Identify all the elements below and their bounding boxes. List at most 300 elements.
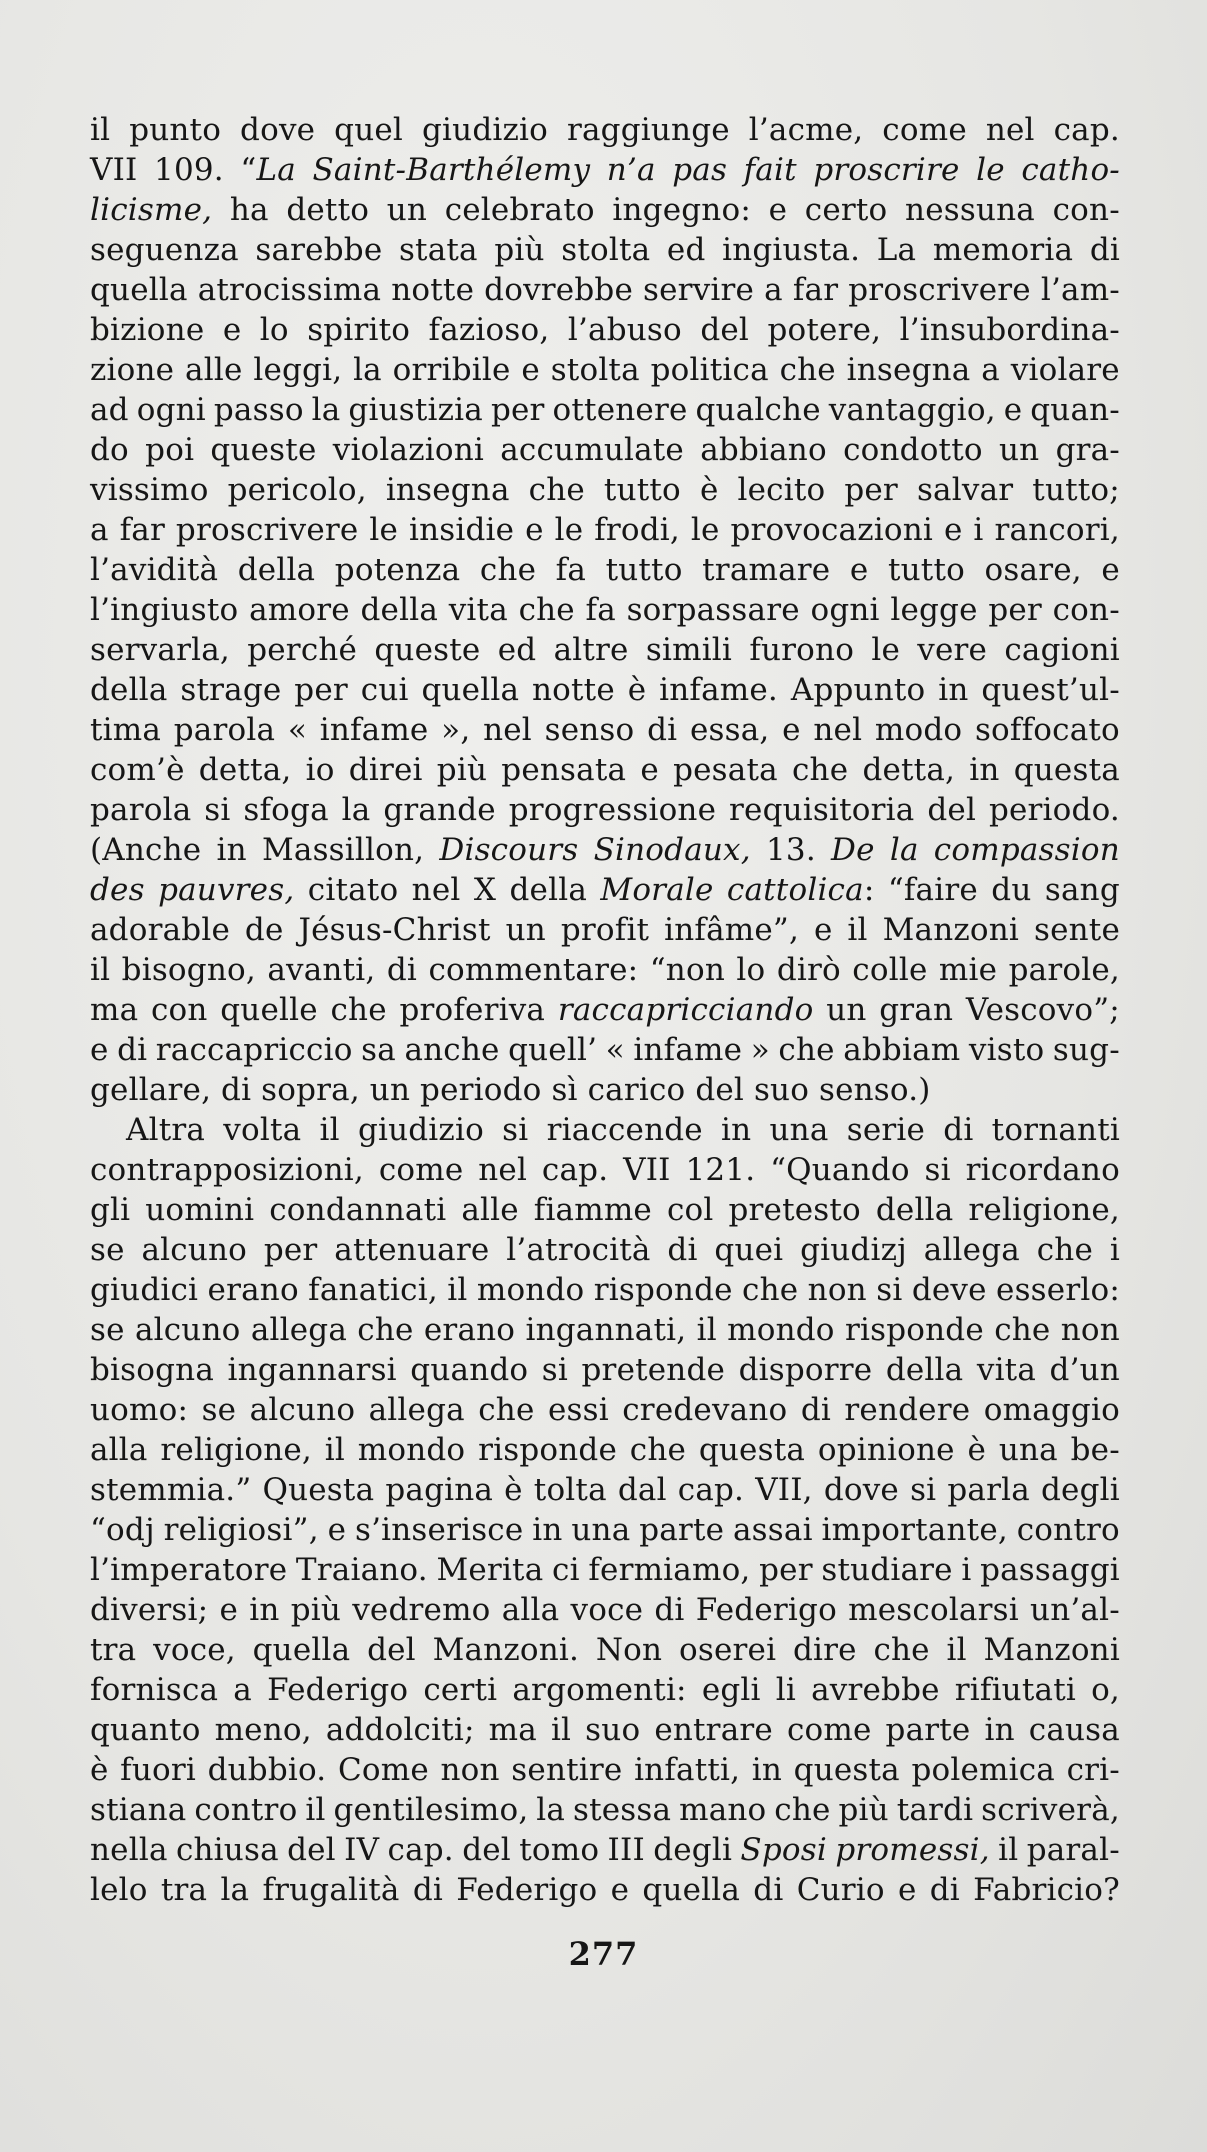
word: e — [219, 1592, 239, 1628]
word: far — [119, 512, 165, 548]
word: della — [885, 1352, 964, 1388]
word: ingannati, — [525, 1312, 687, 1348]
word: lo — [736, 952, 766, 988]
word: potenza — [334, 552, 461, 588]
text-line — [90, 790, 1120, 830]
word: uomini — [145, 1192, 255, 1228]
word: « — [287, 712, 308, 748]
word: bisogna — [90, 1352, 215, 1388]
word: adorable — [90, 912, 230, 948]
text-line — [90, 390, 1120, 430]
word: allega — [368, 1392, 465, 1428]
word: cap. — [1053, 112, 1120, 148]
word: in — [249, 1592, 280, 1628]
word: sente — [1033, 912, 1120, 948]
word: giudizio — [357, 1112, 484, 1148]
word: « — [605, 1032, 625, 1068]
word: quell’ — [508, 1032, 598, 1068]
word: carico — [587, 1072, 686, 1108]
word: sopra, — [261, 1072, 360, 1108]
word: erano — [423, 1312, 516, 1348]
word: tutto — [887, 552, 965, 588]
word: disporre — [738, 1352, 873, 1388]
word: l’abuso — [567, 312, 682, 348]
word: pensata — [501, 752, 627, 788]
word: importante, — [821, 1512, 1008, 1548]
word: avanti, — [267, 952, 376, 988]
word: che — [742, 1272, 799, 1308]
word: strage — [180, 672, 282, 708]
word: ad — [90, 392, 129, 428]
word: insidie — [408, 512, 515, 548]
word: violare — [1010, 352, 1120, 388]
word: pericolo, — [227, 472, 367, 508]
word: volta — [223, 1112, 302, 1148]
word: che — [779, 352, 836, 388]
text-line — [90, 1390, 1120, 1430]
text-line — [90, 670, 1120, 710]
word: gli — [90, 1192, 131, 1228]
word: Saint-Barthélemy — [312, 152, 591, 188]
word: avrebbe — [811, 1672, 940, 1708]
word: do — [90, 432, 129, 468]
word: per — [844, 472, 898, 508]
word: alle — [461, 1192, 519, 1228]
word: del — [927, 792, 977, 828]
word: provocazioni — [730, 512, 934, 548]
word: e — [768, 192, 788, 228]
text-line — [90, 710, 1120, 750]
word: pesata — [673, 752, 778, 788]
word: la — [889, 832, 919, 868]
word: esserlo: — [996, 1272, 1120, 1308]
word: degli — [1041, 1472, 1120, 1508]
word: Manzoni — [882, 912, 1020, 948]
text-line — [90, 1630, 1120, 1670]
word: Merita — [436, 1552, 544, 1588]
word: Morale — [600, 872, 714, 908]
word: il — [319, 1112, 340, 1148]
word: parola — [90, 792, 192, 828]
word: degli — [653, 1832, 733, 1868]
word: il — [550, 1712, 572, 1748]
word: infame — [319, 712, 429, 748]
word: e — [525, 512, 544, 548]
text-line — [90, 750, 1120, 790]
word: studiare — [821, 1552, 953, 1588]
text-line — [90, 1150, 1120, 1190]
word: entrare — [654, 1712, 773, 1748]
word: se — [90, 1312, 125, 1348]
word: dire — [792, 1632, 857, 1668]
word: per — [490, 392, 545, 428]
word: cattolica: — [726, 872, 875, 908]
word: insegna — [846, 352, 971, 388]
word: l’acme, — [748, 112, 864, 148]
word: citato — [307, 872, 399, 908]
word: con- — [1052, 592, 1120, 628]
word: voce, — [153, 1632, 236, 1668]
word: a — [233, 1672, 252, 1708]
word: mondo — [727, 1312, 835, 1348]
text-line — [90, 1750, 1120, 1790]
word: infâme”, — [664, 912, 800, 948]
word: ha — [229, 192, 269, 228]
word: periodo. — [988, 792, 1120, 828]
word: che — [518, 592, 575, 628]
word: stolta — [561, 232, 651, 268]
word: periodo — [420, 1072, 542, 1108]
word: la — [353, 352, 382, 388]
word: ogni — [810, 592, 880, 628]
word: ci — [552, 1552, 580, 1588]
text-line — [90, 1270, 1120, 1310]
word: il — [324, 1432, 345, 1468]
word: tutto — [603, 472, 681, 508]
word: omaggio — [983, 1392, 1120, 1428]
word: tolta — [533, 1472, 607, 1508]
word: pagina — [385, 1472, 494, 1508]
word: tra — [90, 1632, 137, 1668]
word: ingegno: — [612, 192, 751, 228]
body-text — [90, 110, 1120, 1910]
word: proscrivere — [848, 272, 1031, 308]
word: mondo — [476, 1272, 585, 1308]
word: tutto; — [1032, 472, 1120, 508]
text-line — [90, 1230, 1120, 1270]
text-line — [90, 510, 1120, 550]
word: religione, — [160, 1432, 312, 1468]
word: quella — [90, 272, 188, 308]
word: che — [778, 1032, 835, 1068]
word: servire — [643, 272, 755, 308]
word: n’a — [606, 152, 656, 188]
word: Federigo — [267, 1672, 409, 1708]
word: che — [791, 752, 849, 788]
word: ottenere — [552, 392, 688, 428]
text-line — [90, 1470, 1120, 1510]
word: VII — [90, 152, 138, 188]
word: i — [973, 512, 984, 548]
word: sug- — [1052, 1032, 1120, 1068]
word: sang — [1044, 872, 1120, 908]
word: io — [305, 752, 335, 788]
word: Federigo — [695, 1592, 837, 1628]
text-line — [90, 1550, 1120, 1590]
word: addolciti; — [325, 1712, 475, 1748]
word: il — [90, 952, 111, 988]
word: questa — [793, 1752, 900, 1788]
word: di — [800, 1392, 831, 1428]
text-line — [90, 110, 1120, 150]
word: il — [447, 1272, 468, 1308]
word: altre — [553, 632, 629, 668]
word: quella — [421, 672, 520, 708]
word: il — [847, 912, 868, 948]
word: è — [967, 1432, 987, 1468]
text-line — [90, 1830, 1120, 1870]
word: frodi, — [594, 512, 680, 548]
word: una — [769, 1112, 829, 1148]
word: si — [541, 1352, 568, 1388]
word: Federigo — [456, 1872, 598, 1908]
word: quelle — [220, 992, 318, 1028]
word: una — [998, 1432, 1058, 1468]
word: pauvres, — [158, 872, 295, 908]
word: tramare — [702, 552, 831, 588]
text-line — [90, 1190, 1120, 1230]
word: sarebbe — [255, 232, 383, 268]
text-line — [90, 950, 1120, 990]
text-line — [90, 270, 1120, 310]
word: di — [1089, 232, 1120, 268]
word: parola — [173, 712, 276, 748]
word: dovrebbe — [484, 272, 633, 308]
word: di — [667, 1232, 698, 1268]
word: per — [988, 592, 1042, 628]
word: l’atrocità — [506, 1232, 651, 1268]
word: Sinodaux, — [593, 832, 751, 868]
word: seguenza — [90, 232, 239, 268]
word: in — [751, 1752, 783, 1788]
text-line — [90, 550, 1120, 590]
word: i — [1109, 1232, 1120, 1268]
word: riaccende — [546, 1112, 703, 1148]
word: fornisca — [90, 1672, 219, 1708]
word: per — [294, 672, 348, 708]
word: di — [221, 1072, 252, 1108]
word: cui — [360, 672, 409, 708]
text-line — [90, 830, 1120, 870]
word: parte — [639, 1512, 725, 1548]
word: (Anche — [90, 832, 202, 868]
word: certo — [804, 192, 888, 228]
word: questa — [1013, 752, 1120, 788]
word: non — [1060, 1312, 1120, 1348]
word: le — [976, 152, 1005, 188]
word: condannati — [269, 1192, 447, 1228]
word: quando — [410, 1352, 529, 1388]
word: pretesto — [728, 1192, 861, 1228]
word: cap. — [541, 1152, 609, 1188]
word: bisogno, — [121, 952, 256, 988]
word: “non — [649, 952, 725, 988]
word: il — [998, 1832, 1019, 1868]
word: per — [263, 1232, 318, 1268]
word: atrocissima — [197, 272, 382, 308]
word: in — [532, 1512, 563, 1548]
word: e — [640, 752, 659, 788]
word: ed — [666, 232, 706, 268]
word: fuori — [120, 1752, 196, 1788]
word: Altra — [126, 1112, 206, 1148]
word: uomo: — [90, 1392, 189, 1428]
word: religione, — [968, 1192, 1120, 1228]
text-line — [90, 630, 1120, 670]
word: rancori, — [994, 512, 1120, 548]
word: in — [721, 1112, 752, 1148]
text-line — [90, 310, 1120, 350]
word: queste — [374, 632, 481, 668]
word: che — [873, 1632, 930, 1668]
word: politica — [650, 352, 769, 388]
word: causa — [1028, 1712, 1120, 1748]
word: si — [924, 1152, 951, 1188]
word: contrapposizioni, — [90, 1152, 364, 1188]
word: cap. — [387, 1832, 454, 1868]
word: con — [150, 992, 208, 1028]
word: fa — [555, 552, 587, 588]
word: che — [357, 1312, 414, 1348]
word: proscrire — [813, 152, 960, 188]
word: che — [629, 1432, 687, 1468]
word: accumulate — [500, 432, 684, 468]
word: de — [244, 912, 284, 948]
word: del — [462, 1832, 511, 1868]
word: des — [90, 872, 145, 908]
word: sa — [361, 1032, 396, 1068]
word: », — [441, 712, 471, 748]
word: requisitoria — [729, 792, 915, 828]
word: potere, — [767, 312, 882, 348]
word: argomenti: — [512, 1672, 687, 1708]
word: del — [695, 1072, 745, 1108]
word: “La — [240, 152, 296, 188]
word: a — [90, 512, 109, 548]
word: tima — [90, 712, 162, 748]
text-line — [90, 1310, 1120, 1350]
word: della — [237, 552, 316, 588]
text-line — [90, 1790, 1120, 1830]
word: stolta — [550, 352, 640, 388]
word: alcuno — [134, 1312, 241, 1348]
text-line — [90, 1430, 1120, 1470]
word: nel — [483, 712, 532, 748]
word: in — [938, 672, 969, 708]
word: compassion — [933, 832, 1120, 868]
word: risponde — [844, 1312, 984, 1348]
word: del — [700, 312, 750, 348]
word: fait — [743, 152, 797, 188]
word: perché — [247, 632, 358, 668]
word: suo — [753, 1072, 810, 1108]
word: gra- — [1055, 432, 1120, 468]
word: VII — [623, 1152, 671, 1188]
text-line — [90, 990, 1120, 1030]
word: colle — [852, 952, 928, 988]
word: tra — [160, 1872, 208, 1908]
word: quan- — [1030, 392, 1120, 428]
word: abbiano — [700, 432, 827, 468]
word: raccapricciando — [557, 992, 814, 1028]
word: proferiva — [399, 992, 546, 1028]
word: De — [831, 832, 875, 868]
word: stiana — [90, 1792, 187, 1828]
word: ma — [488, 1712, 537, 1748]
word: » — [750, 1032, 770, 1068]
word: vere — [917, 632, 988, 668]
word: l’ingiusto — [90, 592, 239, 628]
word: che — [528, 472, 585, 508]
text-line — [90, 1070, 1120, 1110]
word: detto — [286, 192, 370, 228]
word: oserei — [678, 1632, 777, 1668]
word: giudizio — [422, 112, 548, 148]
word: furono — [749, 632, 855, 668]
word: un’al- — [1030, 1592, 1120, 1628]
word: la — [220, 1872, 250, 1908]
word: in — [984, 1712, 1015, 1748]
word: e — [943, 512, 963, 548]
word: che — [330, 992, 387, 1028]
word: 13. — [765, 832, 816, 868]
word: e — [327, 1512, 347, 1548]
word: nel — [411, 872, 461, 908]
word: di — [647, 712, 678, 748]
word: contro — [194, 1792, 298, 1828]
word: ingannarsi — [227, 1352, 397, 1388]
word: che — [478, 1392, 535, 1428]
word: sì — [551, 1072, 578, 1108]
text-line — [90, 910, 1120, 950]
word: voce — [570, 1592, 644, 1628]
word: “Quando — [770, 1152, 910, 1188]
word: si — [876, 1272, 903, 1308]
word: e — [610, 1872, 630, 1908]
word: sfoga — [243, 792, 329, 828]
word: come — [378, 1152, 464, 1188]
word: fiamme — [533, 1192, 652, 1228]
page-number: 277 — [568, 1935, 639, 1973]
text-line — [90, 1870, 1120, 1910]
word: qualche — [695, 392, 821, 428]
word: che — [774, 1792, 831, 1828]
word: alcuno — [249, 1392, 356, 1428]
text-line — [90, 430, 1120, 470]
word: della — [875, 1192, 954, 1228]
word: in — [216, 832, 247, 868]
word: senso.) — [818, 1072, 931, 1108]
word: cap. — [677, 1472, 745, 1508]
word: quei — [714, 1232, 784, 1268]
text-line — [90, 1590, 1120, 1630]
word: meno, — [214, 1712, 312, 1748]
word: chiusa — [175, 1832, 279, 1868]
word: X — [473, 872, 497, 908]
text-line — [90, 1710, 1120, 1750]
word: grande — [383, 792, 496, 828]
word: tardi — [896, 1792, 974, 1828]
word: tutto — [605, 552, 683, 588]
word: dubbio. — [207, 1752, 327, 1788]
word: parla — [947, 1472, 1030, 1508]
word: Questa — [262, 1472, 375, 1508]
word: nel — [813, 712, 863, 748]
word: giustizia — [348, 392, 483, 428]
word: scriverà, — [981, 1792, 1120, 1828]
word: in — [969, 752, 1000, 788]
word: si — [204, 792, 231, 828]
word: notte — [391, 272, 475, 308]
word: Non — [595, 1632, 663, 1668]
word: vita — [448, 592, 508, 628]
word: dirò — [776, 952, 841, 988]
word: nella — [90, 1832, 168, 1868]
word: lelo — [90, 1872, 148, 1908]
word: vedremo — [352, 1592, 491, 1628]
word: stessa — [572, 1792, 672, 1828]
word: più — [838, 1792, 889, 1828]
